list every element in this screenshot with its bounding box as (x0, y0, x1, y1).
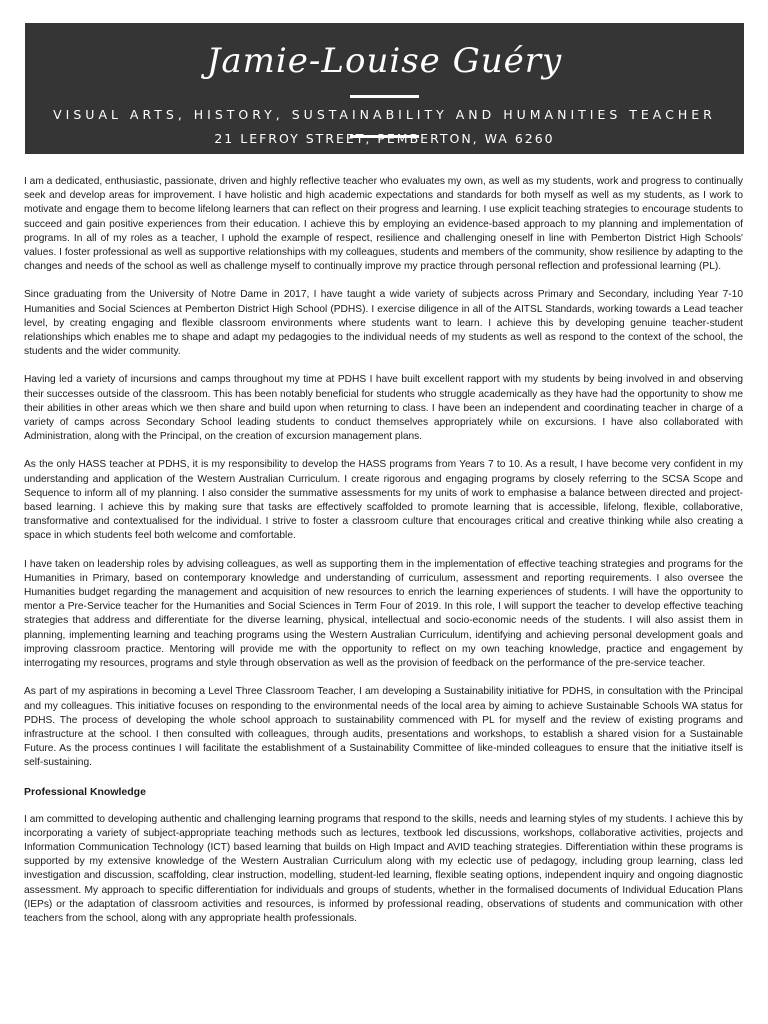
applicant-address: 21 LEFROY STREET, PEMBERTON, WA 6260 (214, 131, 555, 146)
header-divider-top (350, 95, 419, 98)
section-heading: Professional Knowledge (24, 785, 146, 798)
section-paragraph: I am committed to developing authentic and challenging learning programs that respond to the skills, needs and learning styles of my students. I achieve this by incorporating a variety of subject-appropriate teaching methods such as lectures, textbook led discussions, workshops, collaborative activities, projects and Information Communication Technology (ICT) based learning that builds on High Impact and AVID teaching strategies. Differentiation within these programs is supported by my extensive knowledge of the Western Australian Curriculum along with my eclectic use of pedagogy, including group learning, class led investigation and discussion, scaffolding, clear instruction, modelling, student-led learning, flexible seating options, independent inquiry and ongoing diagnostic assessment. My approach to specific differentiation for individuals and groups of students, whether in the formalised documents of Individual Education Plans (IEPs) or the adaptation of classroom activities and resources, is informed by professional reading, observations of students and communication with other teachers from the school, along with any appropriate health professionals. (24, 813, 743, 924)
resume-header (25, 23, 744, 154)
applicant-name: Jamie-Louise Guéry (206, 41, 563, 81)
applicant-role: VISUAL ARTS, HISTORY, SUSTAINABILITY AND HUMANITIES TEACHER (53, 107, 716, 122)
body-paragraph: Since graduating from the University of Notre Dame in 2017, I have taught a wide variety of subjects across Primary and Secondary, including Year 7-10 Humanities and Social Sciences at Pemberton District High School (PDHS). I exercise diligence in all of the AITSL Standards, working towards a Lead teacher level, by creating engaging and flexible classroom environments where students want to learn. I achieve this by developing genuine teacher-student relationships which enables me to shape and adapt my pedagogies to the individual needs of my students as well as respond to the context of the school, the students and the wider community. (24, 289, 743, 358)
body-paragraph: As the only HASS teacher at PDHS, it is my responsibility to develop the HASS programs from Years 7 to 10. As a result, I have become very confident in my understanding and application of the Western Australian Curriculum. I create rigorous and engaging programs by closely referring to the SCSA Scope and Sequence to inform all of my planning. I also consider the summative assessments for my units of work to emphasise a balance between directed and project-based learning. I achieve this by making sure that tasks are effectively scaffolded to promote learning that is accessible, lifelong, flexible, collaborative, transformative and contextualised for the individual. I strive to foster a classroom culture that encourages critical and creative thinking while also creating a space in which students feel both welcome and comfortable. (24, 459, 743, 542)
body-paragraph: I have taken on leadership roles by advising colleagues, as well as supporting them in the implementation of effective teaching strategies and programs for the Humanities in Primary, based on contemporary knowledge and understanding of curriculum, assessment and reporting requirements. I also oversee the Humanities budget regarding the management and acquisition of new resources to enrich the learning experiences of students. I will have the opportunity to mentor a Pre-Service teacher for the Humanities and Social Sciences in Term Four of 2019. In this role, I will support the teacher to develop effective teaching strategies that address and differentiate for the diverse learning, physical, intellectual and socio-economic needs of the students. I will also assist them in planning, implementing learning and teaching programs using the Western Australian Curriculum, identifying and achieving personal development goals and improving classroom practice. Mentoring will provide me with the opportunity to reflect on my own teaching knowledge, practice and engagement by interrogating my resources, programs and style through observation as well as the provision of feedback on the performance of the pre-service teacher. (24, 558, 743, 670)
intro-paragraph: I am a dedicated, enthusiastic, passionate, driven and highly reflective teacher who evaluates my own, as well as my students, work and progress to continually seek and develop areas for improvement. I have holistic and high academic expectations and standards for both myself as well as my students, as I work to motivate and engage them to become lifelong learners that can reflect on their progress and learning. I use explicit teaching strategies to encourage students to succeed and gain positive experiences from their education. I achieve this by employing an evidence-based approach to my planning and implementation of programs. In all of my roles as a teacher, I uphold the example of respect, resilience and challenging oneself in line with Pemberton District High Schools' values. I foster professional as well as supportive relationships with my colleagues, students and members of the community, show resilience by adapting to the changes and needs of the school as well as challenge myself to continually improve my practice through personal reflection and professional learning (PL). (24, 176, 743, 273)
body-paragraph: Having led a variety of incursions and camps throughout my time at PDHS I have built excellent rapport with my students by being involved in and observing their successes outside of the classroom. This has been notably beneficial for students who struggle academically as they have had the opportunity to show me their abilities in other areas which we then share and build upon when returning to class. I have been an independent and coordinating teacher in charge of a variety of camps across Secondary School leading students to conduct themselves appropriately while on excursions. I have also collaborated with Administration, along with the Principal, on the creation of excursion management plans. (24, 374, 743, 443)
body-paragraph: As part of my aspirations in becoming a Level Three Classroom Teacher, I am developing a Sustainability initiative for PDHS, in consultation with the Principal and my colleagues. This initiative focuses on responding to the environmental needs of the local area by aiming to achieve Sustainable Schools WA status for PDHS. The process of developing the whole school approach to sustainability commenced with PL for myself and the review of existing programs and infrastructure at the school. I then consulted with colleagues, through audits, presentations and workshops, to establish a shared vision for a Sustainable Future. As the process continues I will facilitate the establishment of a Sustainability Committee of like-minded colleagues to ensure that the initiative itself is self-sustaining. (24, 686, 743, 769)
resume-body (24, 175, 743, 940)
